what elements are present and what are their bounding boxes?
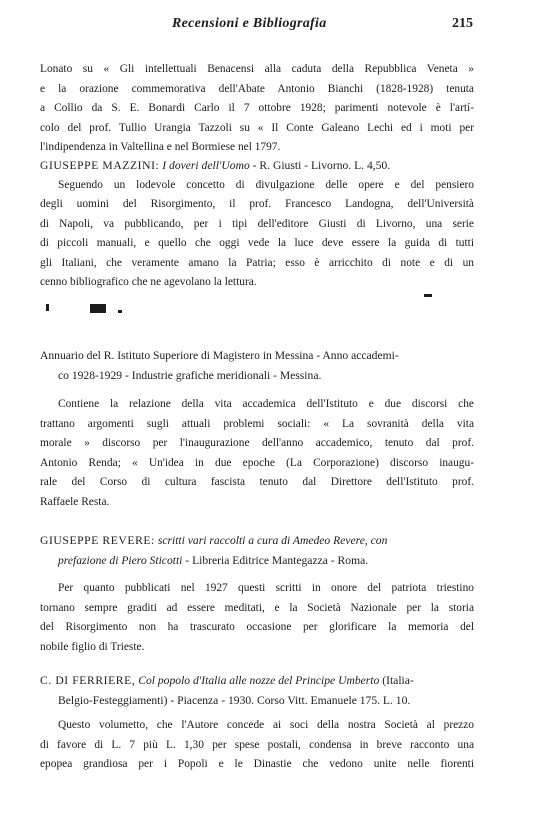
entry-heading bbox=[40, 156, 474, 176]
running-header bbox=[0, 16, 550, 36]
text-line: l'indipendenza in Valtellina e nel Bormiese nel 1797. bbox=[40, 141, 281, 153]
text-line: gli Italiani, che veramente amano la Patria; esso è arricchito di note e di un bbox=[40, 256, 474, 269]
text-line: rale del Corso di cultura fascista tenuto dal Direttore dell'Istituto prof. bbox=[40, 476, 474, 488]
entry-heading-continued bbox=[40, 551, 474, 571]
text-line: Questo volumetto, che l'Autore concede ai soci della nostra Società al prezzo bbox=[58, 719, 474, 731]
text-line: epopea grandiosa per i Popoli e le Dinastie che vedono unite nelle fiorenti bbox=[40, 758, 474, 770]
text-line: di favore di L. 7 più L. 1,30 per spese postali, condensa in breve racconto una bbox=[40, 738, 474, 751]
scan-blot bbox=[90, 304, 106, 313]
text-line: di piccoli manuali, e quello che oggi vede la luce deve essere la guida di tutti bbox=[40, 237, 474, 249]
author-name: C. DI FERRIERE, bbox=[40, 674, 136, 687]
continuation-paragraph bbox=[40, 60, 474, 158]
running-title: Recensioni e Bibliografia bbox=[172, 16, 327, 31]
text-line: Seguendo un lodevole concetto di divulgazione delle opere e del pensiero bbox=[58, 178, 474, 191]
text-line: e la orazione commemorativa dell'Abate Antonio Bianchi (1828-1928) tenuta bbox=[40, 82, 474, 95]
book-title: prefazione di Piero Sticotti bbox=[58, 553, 183, 567]
entry-heading-continued bbox=[40, 366, 474, 386]
scan-blot bbox=[118, 310, 122, 313]
book-title: scritti vari raccolti a cura di Amedeo Revere, con bbox=[154, 534, 388, 547]
text-line: morale » discorso per l'inaugurazione dell'anno accademico, tenuto dal prof. bbox=[40, 437, 474, 449]
entry-heading-continued bbox=[40, 691, 474, 711]
publication-info: (Italia- bbox=[379, 674, 414, 687]
scan-blot bbox=[46, 304, 49, 311]
text-line: del Risorgimento non ha trascurato occasione per glorificare la memoria del bbox=[40, 621, 474, 633]
publication-info: - R. Giusti - Livorno. L. 4,50. bbox=[249, 159, 391, 172]
text-line: Antonio Renda; « Un'idea in due epoche (La Corporazione) discorso inaugu- bbox=[40, 456, 474, 469]
text-line: cenno bibliografico che ne agevolano la lettura. bbox=[40, 276, 257, 288]
text-line: colo del prof. Tullio Urangia Tazzoli su « Il Conte Galeano Lechi ed i moti per bbox=[40, 121, 474, 134]
page-number: 215 bbox=[452, 16, 473, 31]
publication-info: - Anno accademi- bbox=[313, 349, 399, 362]
text-line: trattano argomenti sugli attuali problemi sociali: « La sovranità della vita bbox=[40, 417, 474, 430]
text-line: a Collio da S. E. Bonardi Carlo il 7 ottobre 1928; parimenti notevole è l'artí- bbox=[40, 102, 474, 114]
entry-heading bbox=[40, 671, 474, 691]
author-name: GIUSEPPE REVERE: bbox=[40, 534, 155, 547]
publication-info: co 1928-1929 - Industrie grafiche meridionali - Messina. bbox=[58, 368, 322, 382]
text-line: Raffaele Resta. bbox=[40, 495, 110, 508]
author-name: GIUSEPPE MAZZINI: bbox=[40, 159, 160, 172]
review-entry-annuario bbox=[40, 346, 474, 512]
book-title: I doveri dell'Uomo bbox=[159, 159, 250, 172]
text-line: di Napoli, va pubblicando, per i tipi dell'editore Giusti di Livorno, una serie bbox=[40, 217, 474, 230]
text-line: nobile figlio di Trieste. bbox=[40, 640, 145, 653]
text-line: tornano sempre graditi ad essere meditati, e la Società Nazionale per la storia bbox=[40, 601, 474, 614]
publication-info: - Libreria Editrice Mantegazza - Roma. bbox=[182, 553, 369, 567]
book-title: Annuario del R. Istituto Superiore di Magistero in Messina bbox=[40, 349, 314, 362]
text-line: Contiene la relazione della vita accademica dell'Istituto e due discorsi che bbox=[58, 398, 474, 410]
review-entry-di-ferriere bbox=[40, 671, 474, 775]
text-line: Per quanto pubblicati nel 1927 questi scritti in onore del patriota triestino bbox=[58, 582, 474, 594]
publication-info: Belgio-Festeggiamenti) - Piacenza - 1930. Corso Vitt. Emanuele 175. L. 10. bbox=[58, 693, 411, 707]
entry-heading bbox=[40, 531, 474, 551]
review-entry-mazzini bbox=[40, 156, 474, 293]
book-title: Col popolo d'Italia alle nozze del Principe Umberto bbox=[135, 674, 380, 687]
review-entry-revere bbox=[40, 531, 474, 657]
text-line: Lonato su « Gli intellettuali Benacensi alla caduta della Repubblica Veneta » bbox=[40, 63, 474, 75]
text-line: degli uomini del Risorgimento, il prof. Francesco Landogna, dell'Università bbox=[40, 198, 474, 210]
entry-heading bbox=[40, 346, 474, 366]
scan-blot bbox=[424, 294, 432, 297]
